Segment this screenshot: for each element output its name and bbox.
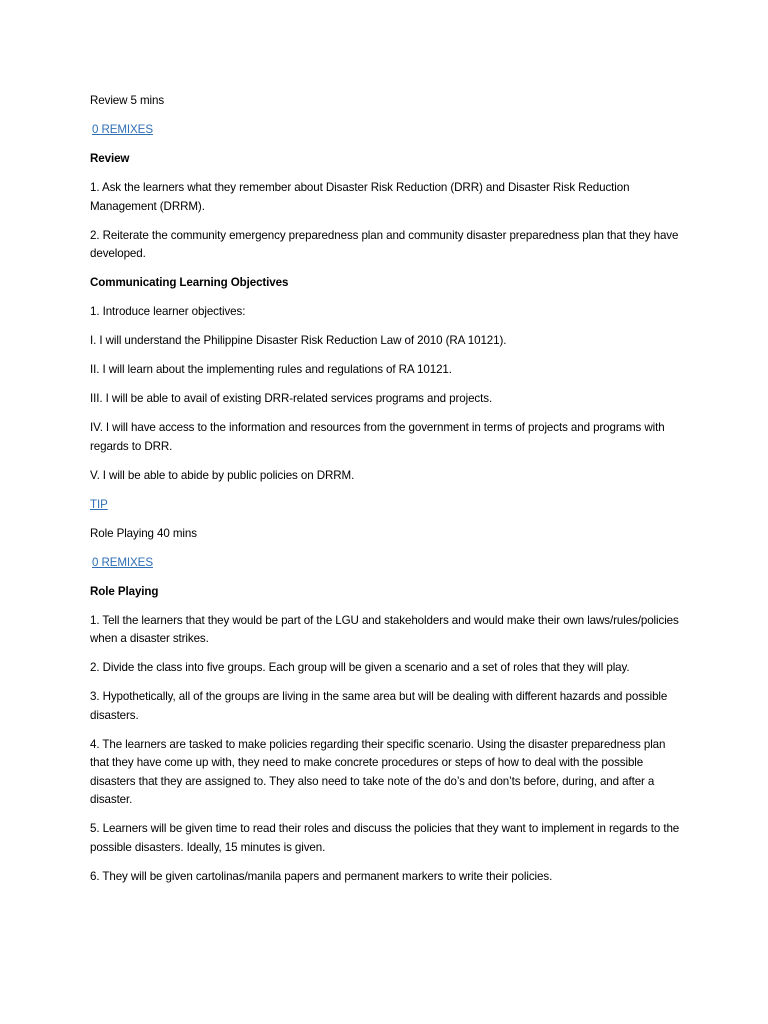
objective-2: II. I will learn about the implementing rules and regulations of RA 10121. [90, 363, 452, 376]
tip-link[interactable]: TIP [90, 497, 108, 511]
objective-1: I. I will understand the Philippine Disaster Risk Reduction Law of 2010 (RA 10121). [90, 334, 507, 347]
review-remixes-paragraph [90, 121, 684, 140]
role-playing-item-2: 2. Divide the class into five groups. Each group will be given a scenario and a set of roles that they will play. [90, 661, 630, 674]
objectives-intro: 1. Introduce learner objectives: [90, 305, 246, 318]
objective-3: III. I will be able to avail of existing DRR-related services programs and projects. [90, 392, 493, 405]
objectives-heading: Communicating Learning Objectives [90, 276, 289, 289]
objective-4: IV. I will have access to the information and resources from the government in terms of projects and programs with regards to DRR. [90, 421, 665, 453]
role-playing-item-3: 3. Hypothetically, all of the groups are living in the same area but will be dealing with different hazards and possible disasters. [90, 690, 668, 722]
role-playing-heading: Role Playing [90, 584, 159, 598]
role-playing-time-label: Role Playing 40 mins [90, 526, 197, 540]
review-remixes-link[interactable]: 0 REMIXES [92, 123, 153, 136]
role-playing-item-5: 5. Learners will be given time to read their roles and discuss the policies that they want to implement in regards to the possible disasters. Ideally, 15 minutes is given. [90, 822, 680, 854]
role-playing-item-4: 4. The learners are tasked to make policies regarding their specific scenario. Using the disaster preparedness plan that they have come up with, they need to make concrete procedures or steps of how to deal with the possible disasters that they are assigned to. They also need to take note of the do’s and don’ts before, during, and after a disaster. [90, 737, 666, 806]
objective-5: V. I will be able to abide by public policies on DRRM. [90, 468, 355, 482]
review-heading: Review [90, 152, 130, 165]
tip-paragraph [90, 496, 682, 515]
role-playing-remixes-link[interactable]: 0 REMIXES [92, 555, 153, 569]
role-playing-item-6: 6. They will be given cartolinas/manila papers and permanent markers to write their policies. [90, 869, 553, 883]
review-item-1: 1. Ask the learners what they remember about Disaster Risk Reduction (DRR) and Disaster Risk Reduction Management (DRRM). [90, 181, 630, 213]
review-item-2: 2. Reiterate the community emergency preparedness plan and community disaster preparedness plan that they have developed. [90, 228, 679, 260]
review-time-label: Review 5 mins [90, 94, 165, 107]
role-playing-item-1: 1. Tell the learners that they would be part of the LGU and stakeholders and would make their own laws/rules/policies when a disaster strikes. [90, 613, 679, 645]
role-playing-remixes-paragraph [90, 554, 684, 573]
